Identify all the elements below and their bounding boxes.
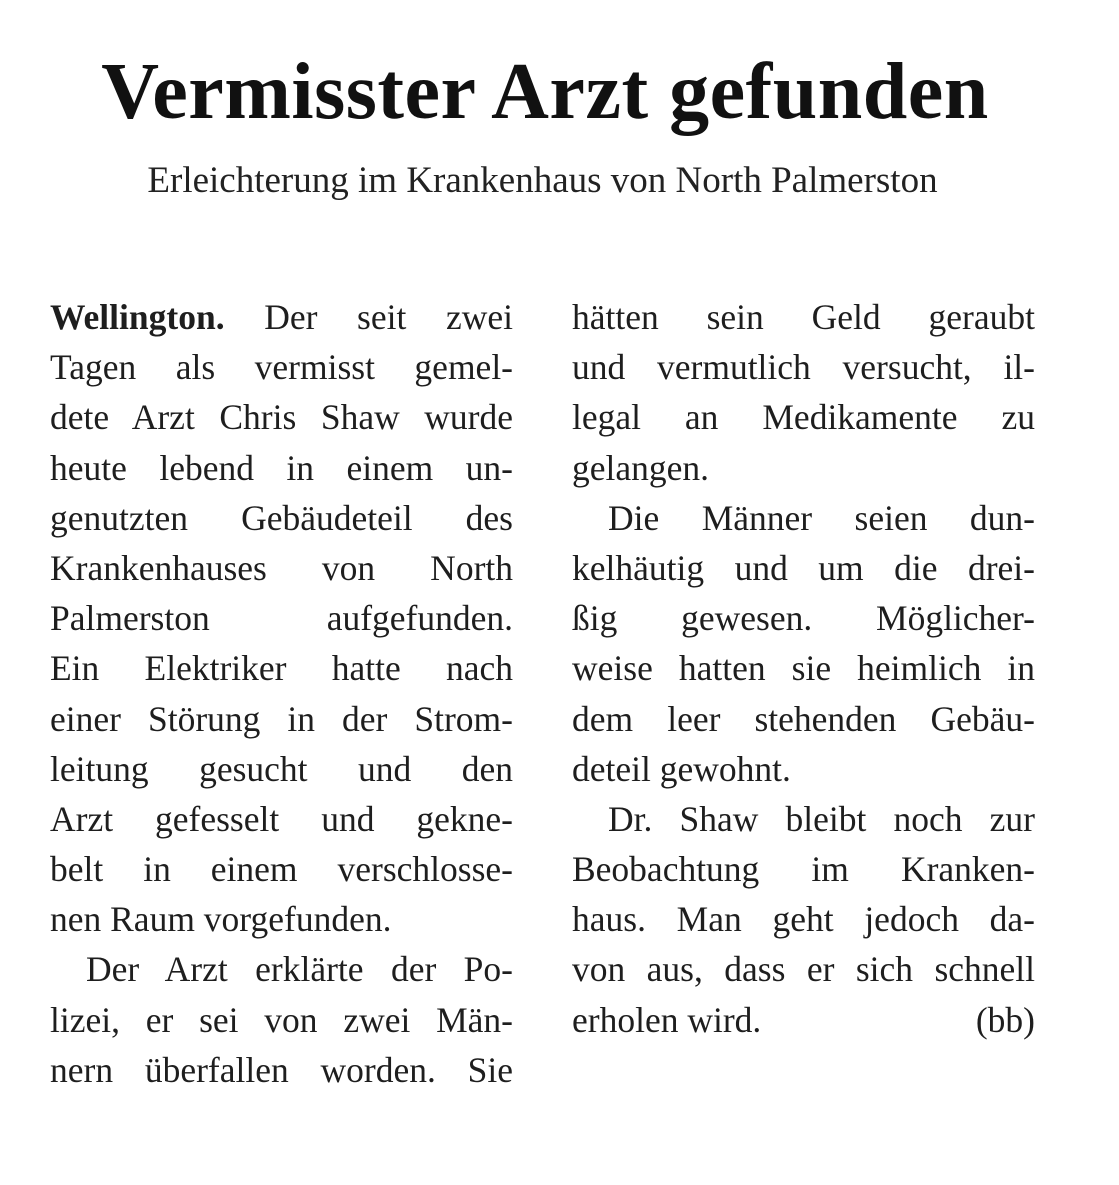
article-column-right (572, 292, 1035, 1045)
article-line: nern überfallen worden. Sie (50, 1049, 513, 1090)
article-line: weise hatten sie heimlich in (572, 648, 1035, 689)
article-line: heute lebend in einem un- (50, 447, 513, 488)
article-line: ßig gewesen. Möglicher- (572, 598, 1035, 639)
dateline: Wellington. (50, 297, 225, 337)
article-line: Der Arzt erklärte der Po- (86, 949, 513, 990)
article-line-closing (572, 995, 1035, 1045)
article-line: haus. Man geht jedoch da- (572, 899, 1035, 940)
article-line: Ein Elektriker hatte nach (50, 648, 513, 689)
article-line: Beobachtung im Kranken- (572, 849, 1035, 890)
article-line: leitung gesucht und den (50, 748, 513, 789)
article-column-left (50, 292, 513, 1095)
article-line: hätten sein Geld geraubt (572, 297, 1035, 337)
article-line: Krankenhauses von North (50, 547, 513, 588)
article-line: von aus, dass er sich schnell (572, 949, 1035, 990)
article-line: lizei, er sei von zwei Män- (50, 999, 513, 1040)
closing-text: erholen wird. (572, 999, 762, 1040)
author-tag: (bb) (975, 999, 1035, 1040)
article-line: Tagen als vermisst gemel- (50, 347, 513, 388)
article-line: Dr. Shaw bleibt noch zur (608, 798, 1035, 839)
article-line: dete Arzt Chris Shaw wurde (50, 397, 513, 438)
article-line: Die Männer seien dun- (608, 497, 1035, 538)
article-line: Arzt gefesselt und gekne- (50, 798, 513, 839)
article-line-text: Der seit zwei (224, 297, 513, 337)
article-line: belt in einem verschlosse- (50, 849, 513, 890)
article-line: genutzten Gebäudeteil des (50, 497, 513, 538)
headline: Vermisster Arzt gefunden (101, 48, 989, 136)
article-line: kelhäutig und um die drei- (572, 547, 1035, 588)
article-line: und vermutlich versucht, il- (572, 347, 1035, 388)
article-line: deteil gewohnt. (572, 748, 791, 789)
article-line: Palmerston aufgefunden. (50, 598, 513, 639)
article-line: legal an Medikamente zu (572, 397, 1035, 438)
article-line: nen Raum vorgefunden. (50, 899, 392, 940)
article-line: dem leer stehenden Gebäu- (572, 698, 1035, 739)
article-line-first (50, 292, 513, 342)
article-line: gelangen. (572, 447, 710, 488)
subheadline: Erleichterung im Krankenhaus von North Palmerston (147, 160, 938, 201)
article-line: einer Störung in der Strom- (50, 698, 513, 739)
